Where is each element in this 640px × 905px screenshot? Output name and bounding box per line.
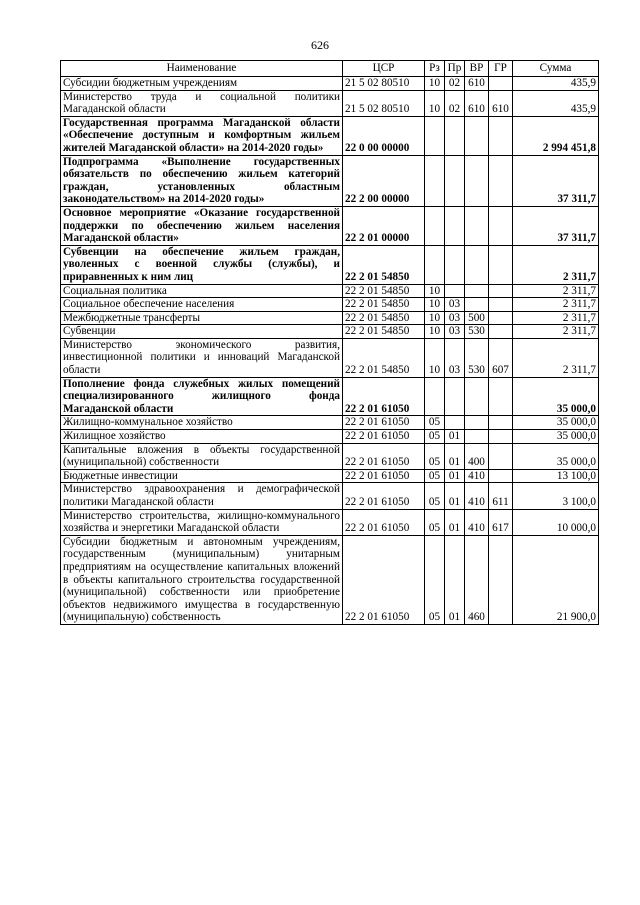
page-number: 626 xyxy=(311,38,329,52)
row-name: Бюджетные инвестиции xyxy=(61,469,343,483)
row-csr: 22 0 00 00000 xyxy=(343,116,425,155)
row-csr: 22 2 01 61050 xyxy=(343,509,425,535)
row-rz: 10 xyxy=(425,311,445,325)
row-csr: 22 2 01 00000 xyxy=(343,206,425,245)
row-pr xyxy=(445,245,465,284)
row-vr xyxy=(465,206,489,245)
row-gr: 617 xyxy=(489,509,513,535)
row-csr: 22 2 01 61050 xyxy=(343,469,425,483)
row-rz: 05 xyxy=(425,483,445,509)
row-gr: 611 xyxy=(489,483,513,509)
col-header-sum: Сумма xyxy=(513,61,599,77)
row-name: Министерство здравоохранения и демографической политики Магаданской области xyxy=(61,483,343,509)
row-pr: 03 xyxy=(445,325,465,339)
row-vr xyxy=(465,284,489,298)
row-name: Министерство труда и социальной политики Магаданской области xyxy=(61,90,343,116)
row-name: Межбюджетные трансферты xyxy=(61,311,343,325)
row-name: Пополнение фонда служебных жилых помещений специализированного жилищного фонда Магаданской области xyxy=(61,377,343,416)
row-gr xyxy=(489,298,513,312)
table-row xyxy=(61,443,599,469)
row-name: Жилищно-коммунальное хозяйство xyxy=(61,416,343,430)
row-rz: 10 xyxy=(425,325,445,339)
row-rz: 10 xyxy=(425,77,445,91)
table-row xyxy=(61,469,599,483)
row-csr: 22 2 01 54850 xyxy=(343,325,425,339)
row-name: Государственная программа Магаданской области «Обеспечение доступным и комфортным жильем жителей Магаданской области» на 2014-2020 годы» xyxy=(61,116,343,155)
row-vr: 410 xyxy=(465,509,489,535)
row-gr xyxy=(489,116,513,155)
row-pr xyxy=(445,377,465,416)
row-pr: 02 xyxy=(445,77,465,91)
row-csr: 22 2 01 54850 xyxy=(343,245,425,284)
row-sum: 2 311,7 xyxy=(513,338,599,377)
row-rz: 05 xyxy=(425,509,445,535)
row-pr: 03 xyxy=(445,298,465,312)
table-row xyxy=(61,90,599,116)
row-pr xyxy=(445,116,465,155)
row-pr: 01 xyxy=(445,430,465,444)
row-name: Жилищное хозяйство xyxy=(61,430,343,444)
row-vr xyxy=(465,155,489,206)
row-csr: 22 2 01 61050 xyxy=(343,535,425,624)
row-csr: 22 2 01 54850 xyxy=(343,311,425,325)
col-header-pr: Пр xyxy=(445,61,465,77)
row-vr: 500 xyxy=(465,311,489,325)
row-rz: 10 xyxy=(425,90,445,116)
row-pr xyxy=(445,155,465,206)
row-gr xyxy=(489,155,513,206)
row-rz: 10 xyxy=(425,298,445,312)
row-sum: 435,9 xyxy=(513,77,599,91)
row-vr: 610 xyxy=(465,77,489,91)
row-pr: 03 xyxy=(445,311,465,325)
row-sum: 37 311,7 xyxy=(513,206,599,245)
row-sum: 2 311,7 xyxy=(513,311,599,325)
row-vr xyxy=(465,116,489,155)
row-name: Субвенции xyxy=(61,325,343,339)
row-csr: 22 2 01 61050 xyxy=(343,483,425,509)
row-vr: 410 xyxy=(465,469,489,483)
table-row xyxy=(61,284,599,298)
row-rz: 05 xyxy=(425,443,445,469)
row-vr: 460 xyxy=(465,535,489,624)
row-csr: 21 5 02 80510 xyxy=(343,90,425,116)
row-name: Субвенции на обеспечение жильем граждан, уволенных с военной службы (службы), и приравненных к ним лиц xyxy=(61,245,343,284)
col-header-csr: ЦСР xyxy=(343,61,425,77)
row-sum: 3 100,0 xyxy=(513,483,599,509)
row-sum: 21 900,0 xyxy=(513,535,599,624)
row-name: Министерство экономического развития, инвестиционной политики и инноваций Магаданской области xyxy=(61,338,343,377)
row-name: Министерство строительства, жилищно-коммунального хозяйства и энергетики Магаданской области xyxy=(61,509,343,535)
row-vr xyxy=(465,377,489,416)
row-gr: 607 xyxy=(489,338,513,377)
row-pr xyxy=(445,284,465,298)
row-name: Капитальные вложения в объекты государственной (муниципальной) собственности xyxy=(61,443,343,469)
table-row xyxy=(61,77,599,91)
table-row xyxy=(61,430,599,444)
row-pr: 01 xyxy=(445,509,465,535)
row-pr: 01 xyxy=(445,443,465,469)
row-rz xyxy=(425,206,445,245)
row-sum: 2 311,7 xyxy=(513,325,599,339)
row-sum: 13 100,0 xyxy=(513,469,599,483)
row-pr: 01 xyxy=(445,469,465,483)
row-pr xyxy=(445,206,465,245)
row-rz: 10 xyxy=(425,338,445,377)
table-row xyxy=(61,245,599,284)
row-gr xyxy=(489,535,513,624)
table-row xyxy=(61,298,599,312)
row-rz xyxy=(425,377,445,416)
row-csr: 22 2 01 61050 xyxy=(343,430,425,444)
table-row xyxy=(61,535,599,624)
table-row xyxy=(61,338,599,377)
row-name: Социальное обеспечение населения xyxy=(61,298,343,312)
row-sum: 35 000,0 xyxy=(513,443,599,469)
row-vr: 610 xyxy=(465,90,489,116)
row-gr xyxy=(489,284,513,298)
row-rz xyxy=(425,155,445,206)
table-row xyxy=(61,116,599,155)
row-gr xyxy=(489,311,513,325)
row-gr xyxy=(489,430,513,444)
col-header-name: Наименование xyxy=(61,61,343,77)
table-body xyxy=(61,77,599,625)
row-sum: 37 311,7 xyxy=(513,155,599,206)
row-vr: 530 xyxy=(465,325,489,339)
row-gr xyxy=(489,206,513,245)
row-vr xyxy=(465,245,489,284)
row-sum: 2 311,7 xyxy=(513,298,599,312)
table-row xyxy=(61,155,599,206)
row-csr: 22 2 01 61050 xyxy=(343,416,425,430)
row-name: Социальная политика xyxy=(61,284,343,298)
row-sum: 435,9 xyxy=(513,90,599,116)
row-rz xyxy=(425,116,445,155)
row-rz: 05 xyxy=(425,535,445,624)
row-sum: 35 000,0 xyxy=(513,377,599,416)
table-row xyxy=(61,325,599,339)
row-pr: 03 xyxy=(445,338,465,377)
row-rz: 05 xyxy=(425,430,445,444)
row-vr: 410 xyxy=(465,483,489,509)
table-row xyxy=(61,377,599,416)
row-gr xyxy=(489,377,513,416)
row-csr: 22 2 00 00000 xyxy=(343,155,425,206)
row-rz xyxy=(425,245,445,284)
table-row xyxy=(61,416,599,430)
row-gr xyxy=(489,416,513,430)
row-rz: 10 xyxy=(425,284,445,298)
row-csr: 21 5 02 80510 xyxy=(343,77,425,91)
row-csr: 22 2 01 61050 xyxy=(343,377,425,416)
col-header-gr: ГР xyxy=(489,61,513,77)
row-sum: 2 311,7 xyxy=(513,245,599,284)
col-header-vr: ВР xyxy=(465,61,489,77)
row-vr xyxy=(465,430,489,444)
row-pr xyxy=(445,416,465,430)
row-rz: 05 xyxy=(425,416,445,430)
row-rz: 05 xyxy=(425,469,445,483)
row-vr: 400 xyxy=(465,443,489,469)
table-row xyxy=(61,483,599,509)
row-csr: 22 2 01 54850 xyxy=(343,298,425,312)
row-gr xyxy=(489,443,513,469)
table-row xyxy=(61,509,599,535)
row-csr: 22 2 01 61050 xyxy=(343,443,425,469)
row-pr: 02 xyxy=(445,90,465,116)
row-gr xyxy=(489,325,513,339)
budget-table xyxy=(60,60,599,625)
row-vr: 530 xyxy=(465,338,489,377)
row-pr: 01 xyxy=(445,535,465,624)
row-sum: 35 000,0 xyxy=(513,416,599,430)
row-name: Субсидии бюджетным и автономным учреждениям, государственным (муниципальным) унитарным предприятиям на осуществление капитальных вложений в объекты капитального строительства государственной (муниципальной) собственности или приобретение объектов недвижимого имущества в государственную (муниципальную) собственность xyxy=(61,535,343,624)
row-vr xyxy=(465,298,489,312)
row-sum: 2 311,7 xyxy=(513,284,599,298)
row-pr: 01 xyxy=(445,483,465,509)
row-vr xyxy=(465,416,489,430)
row-gr: 610 xyxy=(489,90,513,116)
row-csr: 22 2 01 54850 xyxy=(343,284,425,298)
row-sum: 10 000,0 xyxy=(513,509,599,535)
row-gr xyxy=(489,77,513,91)
row-name: Основное мероприятие «Оказание государственной поддержки по обеспечению жильем населения Магаданской области» xyxy=(61,206,343,245)
table-row xyxy=(61,311,599,325)
header-row xyxy=(61,61,599,77)
row-sum: 35 000,0 xyxy=(513,430,599,444)
table-row xyxy=(61,206,599,245)
row-csr: 22 2 01 54850 xyxy=(343,338,425,377)
col-header-rz: Рз xyxy=(425,61,445,77)
row-sum: 2 994 451,8 xyxy=(513,116,599,155)
row-gr xyxy=(489,245,513,284)
row-name: Подпрограмма «Выполнение государственных обязательств по обеспечению жильем категорий граждан, установленных областным законодательством» на 2014-2020 годы» xyxy=(61,155,343,206)
row-gr xyxy=(489,469,513,483)
row-name: Субсидии бюджетным учреждениям xyxy=(61,77,343,91)
